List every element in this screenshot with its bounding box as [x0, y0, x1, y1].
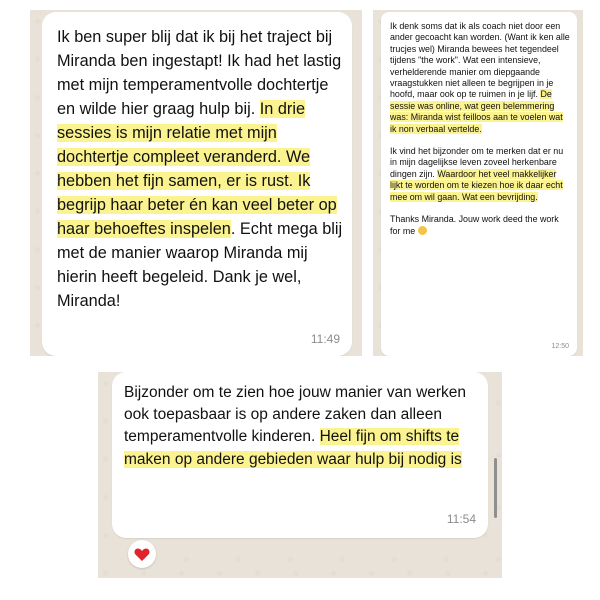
chat-screenshot-1 [30, 10, 362, 356]
chat-screenshot-3 [98, 372, 502, 578]
message-bubble [112, 372, 488, 538]
highlighted-text: In drie sessies is mijn relatie met mijn dochtertje compleet veranderd. We hebben het fijn samen, er is rust. Ik begrijp haar beter én kan veel beter op haar behoeftes inspelen [57, 100, 337, 238]
message-segment: Ik ben super blij dat ik bij het traject bij Miranda ben ingestapt! Ik had het lastig met mijn temperamentvolle dochtertje en wilde hier graag hulp bij. [57, 28, 342, 118]
message-paragraph [390, 21, 570, 135]
heart-reaction-icon[interactable] [128, 540, 156, 568]
message-text [57, 25, 347, 313]
message-paragraph [390, 146, 570, 203]
message-paragraph [390, 214, 570, 237]
message-timestamp: 11:54 [446, 512, 476, 526]
message-bubble [42, 12, 352, 356]
message-text [124, 382, 474, 471]
message-segment: Ik denk soms dat ik als coach niet door een ander gecoacht kan worden. (Want ik ken alle trucjes wel) Miranda bewees het tegendeel tijdens "the work". Wat een intensieve, verhelderende manier om diepgaande vraagstukken niet alleen te begrijpen in je hoofd, maar ook op te ruimen in je lijf. [390, 21, 570, 100]
scrollbar[interactable] [494, 458, 497, 518]
message-segment: Ik vind het bijzonder om te merken dat er nu in mijn dagelijkse leven zoveel herkenbare dingen zijn. [390, 146, 564, 179]
chat-screenshot-2 [373, 10, 583, 356]
message-timestamp: 11:49 [310, 332, 340, 346]
message-segment: Bijzonder om te zien hoe jouw manier van werken ook toepasbaar is op andere zaken dan alleen temperamentvolle kinderen. [124, 384, 467, 446]
highlighted-text: De sessie was online, wat geen belemmering was: Miranda wist feilloos aan te voelen wat ik non verbaal vertelde. [390, 89, 563, 134]
message-segment: . Echt mega blij met de manier waarop Miranda mij hierin heeft begeleid. Dank je wel, Miranda! [57, 220, 343, 310]
message-timestamp: 12:50 [551, 343, 569, 350]
message-text [390, 21, 570, 237]
message-segment: Thanks Miranda. Jouw work deed the work for me [390, 214, 559, 236]
highlighted-text: Waardoor het veel makkelijker lijkt te worden om te kiezen hoe ik daar echt mee om wil gaan. Wat een bevrijding. [390, 168, 563, 202]
message-bubble [381, 12, 577, 356]
smiling-face-emoji-icon [418, 226, 427, 235]
highlighted-text: Heel fijn om shifts te maken op andere gebieden waar hulp bij nodig is [124, 428, 462, 468]
heart-icon [134, 547, 150, 562]
